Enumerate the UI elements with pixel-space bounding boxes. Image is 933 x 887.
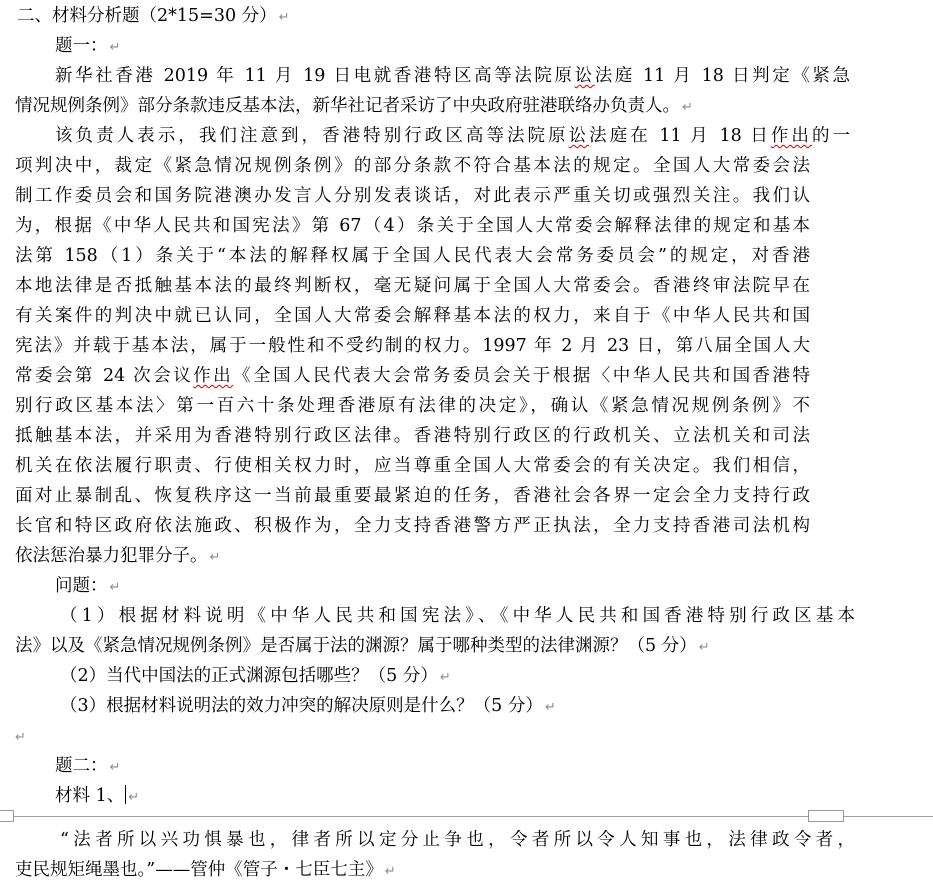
material-paragraph-line-text: 别行政区基本法〉第一百六十条处理香港原有法律的决定》，确认《紧急情况规例条例》不 (15, 396, 810, 416)
material-paragraph-line[interactable] (15, 181, 810, 211)
question-item[interactable] (0, 691, 933, 721)
material-paragraph-line-text: 法第 158（1）条关于“本法的解释权属于全国人民代表大会常务委员会”的规定，对香港 (15, 246, 810, 266)
material-paragraph-line[interactable] (15, 481, 810, 511)
question-item-text: （2）当代中国法的正式渊源包括哪些？（5 分） (60, 666, 438, 686)
quote-paragraph-line[interactable] (15, 825, 855, 855)
material-paragraph-line-text: 该负责人表示，我们注意到，香港特别行政区高等法院原讼法庭在 11 月 18 日作出的一 (55, 126, 851, 146)
question-item-line-text: 法》以及《紧急情况规例条例》是否属于法的渊源？属于哪种类型的法律渊源？（5 分） (15, 636, 697, 656)
paragraph-mark-icon: ↵ (278, 10, 290, 25)
material-paragraph-line[interactable] (15, 511, 810, 541)
material-paragraph-line-text: 有关案件的判决中就已认同，全国人大常委会解释基本法的权力，来自于《中华人民共和国 (15, 306, 810, 326)
material-paragraph-line-text: 新华社香港 2019 年 11 月 19 日电就香港特区高等法院原讼法庭 11 月 18 日判定《紧急 (55, 66, 851, 86)
material-paragraph-line[interactable] (15, 211, 810, 241)
questions-label[interactable] (0, 571, 933, 601)
material-label-text: 材料 1、 (55, 786, 125, 806)
quote-paragraph-line[interactable] (15, 855, 810, 885)
empty-paragraph[interactable] (0, 721, 933, 751)
material-paragraph-line-text: 制工作委员会和国务院港澳办发言人分别发表谈话，对此表示严重关切或强烈关注。我们认 (15, 186, 810, 206)
material-paragraph-line-text: 依法惩治暴力犯罪分子。 (15, 546, 208, 566)
paragraph-mark-icon: ↵ (209, 550, 221, 565)
material-label[interactable] (0, 781, 933, 811)
question-one-label-text: 题一： (55, 36, 108, 56)
material-paragraph-line[interactable] (15, 271, 810, 301)
question-item-line[interactable] (15, 601, 855, 631)
spelling-underline[interactable]: 作出 (770, 126, 812, 146)
paragraph-mark-icon: ↵ (109, 580, 121, 595)
material-paragraph-line[interactable] (15, 61, 850, 91)
question-two-label[interactable] (0, 751, 933, 781)
questions-label-text: 问题： (55, 576, 108, 596)
material-paragraph-line[interactable] (15, 331, 810, 361)
text-cursor (125, 785, 126, 804)
material-paragraph-line[interactable] (15, 151, 810, 181)
crop-mark-left (0, 810, 14, 822)
material-paragraph-line-text: 为，根据《中华人民共和国宪法》第 67（4）条关于全国人大常委会解释法律的规定和基本 (15, 216, 810, 236)
material-paragraph-line-text: 本地法律是否抵触基本法的最终判断权，毫无疑问属于全国人大常委会。香港终审法院早在 (15, 276, 810, 296)
question-two-label-text: 题二： (55, 756, 108, 776)
paragraph-mark-icon: ↵ (682, 100, 693, 115)
question-item-text: （3）根据材料说明法的效力冲突的解决原则是什么？（5 分） (60, 696, 543, 716)
page-boundary-line (0, 816, 933, 817)
material-paragraph-line[interactable] (15, 121, 850, 151)
question-item-line-text: （1）根据材料说明《中华人民共和国宪法》、《中华人民共和国香港特别行政区基本 (60, 606, 855, 626)
material-paragraph-line[interactable] (15, 91, 810, 121)
question-item[interactable] (0, 661, 933, 691)
material-paragraph-line-text: 长官和特区政府依法施政、积极作为，全力支持香港警方严正执法，全力支持香港司法机构 (15, 516, 810, 536)
question-item-line[interactable] (15, 631, 810, 661)
material-paragraph-line-text: 面对止暴制乱、恢复秩序这一当前最重要最紧迫的任务，香港社会各界一定会全力支持行政 (15, 486, 810, 506)
material-paragraph-line[interactable] (15, 241, 810, 271)
page-break (0, 809, 933, 823)
material-paragraph-line[interactable] (15, 541, 810, 571)
paragraph-mark-icon: ↵ (384, 864, 396, 879)
material-paragraph-line-text: 常委会第 24 次会议作出《全国人民代表大会常务委员会关于根据〈中华人民共和国香港特 (15, 366, 811, 386)
paragraph-mark-icon: ↵ (109, 40, 121, 55)
paragraph-mark-icon: ↵ (439, 670, 451, 685)
material-paragraph-line[interactable] (15, 301, 810, 331)
spelling-underline[interactable]: 作出 (193, 366, 234, 386)
material-paragraph-line-text: 抵触基本法，并采用为香港特别行政区法律。香港特别行政区的行政机关、立法机关和司法 (15, 426, 810, 446)
section-heading[interactable] (0, 1, 933, 31)
paragraph-mark-icon: ↵ (698, 640, 710, 655)
quote-paragraph-line-text: 吏民规矩绳墨也。”——管仲《管子・七臣七主》 (15, 860, 383, 880)
spelling-underline[interactable]: 讼 (574, 66, 595, 86)
material-paragraph-line-text: 项判决中，裁定《紧急情况规例条例》的部分条款不符合基本法的规定。全国人大常委会法 (15, 156, 810, 176)
material-paragraph-line[interactable] (15, 391, 810, 421)
paragraph-mark-icon: ↵ (128, 790, 140, 805)
material-paragraph-line[interactable] (15, 361, 810, 391)
spelling-underline[interactable]: 讼 (568, 126, 590, 146)
material-paragraph-line-text: 情况规例条例》部分条款违反基本法，新华社记者采访了中央政府驻港联络办负责人。 (15, 96, 680, 116)
material-paragraph-line[interactable] (15, 451, 810, 481)
crop-mark-right (808, 810, 844, 822)
paragraph-mark-icon: ↵ (109, 760, 121, 775)
material-paragraph-line-text: 机关在依法履行职责、行使相关权力时，应当尊重全国人大常委会的有关决定。我们相信， (15, 456, 810, 476)
section-heading-text: 二、材料分析题（2*15=30 分） (17, 6, 277, 26)
question-one-label[interactable] (0, 31, 933, 61)
material-paragraph-line-text: 宪法》并载于基本法，属于一般性和不受约制的权力。1997 年 2 月 23 日，第八届全国人大 (15, 336, 810, 356)
quote-paragraph-line-text: “法者所以兴功惧暴也，律者所以定分止争也，令者所以令人知事也，法律政令者， (60, 830, 855, 850)
material-paragraph-line[interactable] (15, 421, 810, 451)
paragraph-mark-icon: ↵ (544, 700, 556, 715)
paragraph-mark-icon: ↵ (15, 730, 26, 745)
